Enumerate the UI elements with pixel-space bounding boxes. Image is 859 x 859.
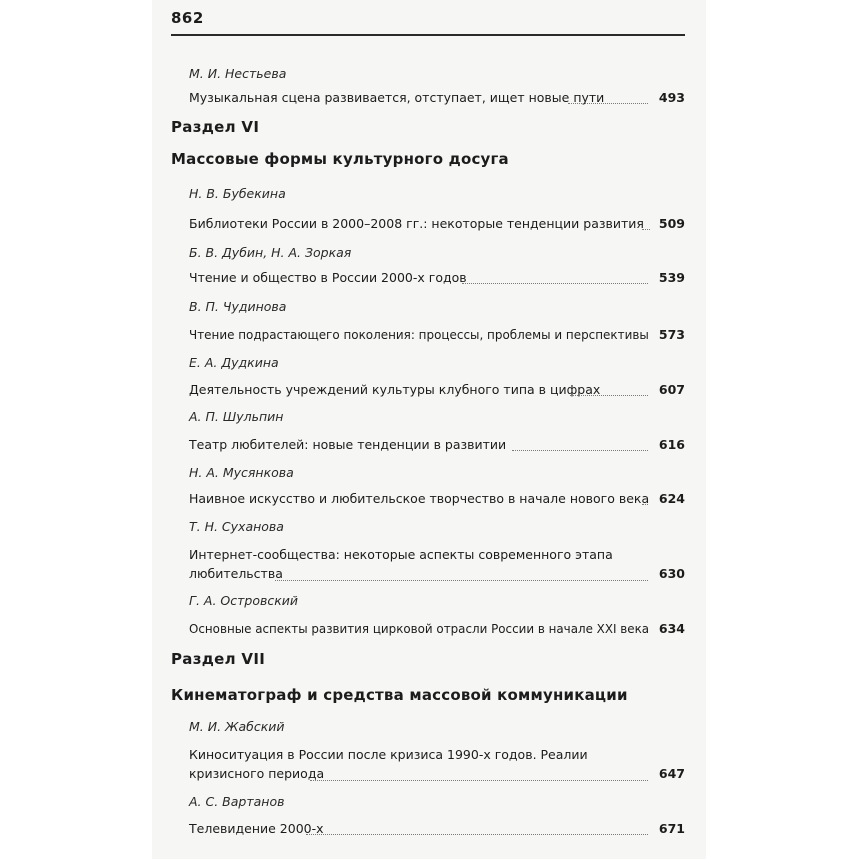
entry-title: Наивное искусство и любительское творчество в начале нового века: [189, 491, 650, 506]
entry-title: Библиотеки России в 2000–2008 гг.: некоторые тенденции развития: [189, 216, 644, 231]
page-number: 862: [171, 9, 204, 27]
entry-page: 624: [658, 491, 685, 506]
entry-author: Е. А. Дудкина: [189, 355, 279, 370]
dot-leader: [570, 395, 648, 396]
entry-page: 647: [658, 766, 685, 781]
entry-author: А. С. Вартанов: [189, 794, 285, 809]
entry-page: 671: [658, 821, 685, 836]
entry-page: 493: [658, 90, 685, 105]
entry-page: 607: [658, 382, 685, 397]
dot-leader: [462, 283, 648, 284]
entry-title: Чтение подрастающего поколения: процессы, проблемы и перспективы: [189, 327, 649, 342]
entry-author: М. И. Нестьева: [189, 66, 287, 81]
section-heading: Раздел VII: [171, 650, 266, 668]
entry-author: Н. В. Бубекина: [189, 186, 286, 201]
entry-page: 630: [658, 566, 685, 581]
entry-title: Деятельность учреждений культуры клубного типа в цифрах: [189, 382, 601, 397]
entry-title-line1: Интернет-сообщества: некоторые аспекты современного этапа: [189, 547, 613, 562]
section-heading: Раздел VI: [171, 118, 260, 136]
section-title: Массовые формы культурного досуга: [171, 150, 509, 168]
entry-title: Основные аспекты развития цирковой отрасли России в начале XXI века: [189, 621, 650, 636]
entry-page: 539: [658, 270, 685, 285]
entry-author: Т. Н. Суханова: [189, 519, 284, 534]
dot-leader: [642, 229, 650, 230]
entry-page: 634: [658, 621, 685, 636]
entry-title: Чтение и общество в России 2000-х годов: [189, 270, 467, 285]
entry-author: М. И. Жабский: [189, 719, 285, 734]
header-rule: [171, 34, 685, 36]
entry-title: Театр любителей: новые тенденции в развитии: [189, 437, 507, 452]
dot-leader: [568, 103, 648, 104]
entry-page: 573: [658, 327, 685, 342]
dot-leader: [275, 580, 648, 581]
entry-author: А. П. Шульпин: [189, 409, 284, 424]
entry-author: Г. А. Островский: [189, 593, 299, 608]
dot-leader: [642, 504, 648, 505]
entry-title-line1: Киноситуация в России после кризиса 1990-х годов. Реалии: [189, 747, 588, 762]
entry-author: Б. В. Дубин, Н. А. Зоркая: [189, 245, 352, 260]
dot-leader: [306, 834, 648, 835]
entry-page: 616: [658, 437, 685, 452]
section-title: Кинематограф и средства массовой коммуникации: [171, 686, 628, 704]
entry-title-line2: любительства: [189, 566, 283, 581]
dot-leader: [512, 450, 648, 451]
entry-title-line2: кризисного периода: [189, 766, 325, 781]
dot-leader: [310, 780, 648, 781]
entry-title: Музыкальная сцена развивается, отступает, ищет новые пути: [189, 90, 605, 105]
entry-author: Н. А. Мусянкова: [189, 465, 294, 480]
entry-page: 509: [658, 216, 685, 231]
entry-title: Телевидение 2000-х: [189, 821, 324, 836]
entry-author: В. П. Чудинова: [189, 299, 287, 314]
